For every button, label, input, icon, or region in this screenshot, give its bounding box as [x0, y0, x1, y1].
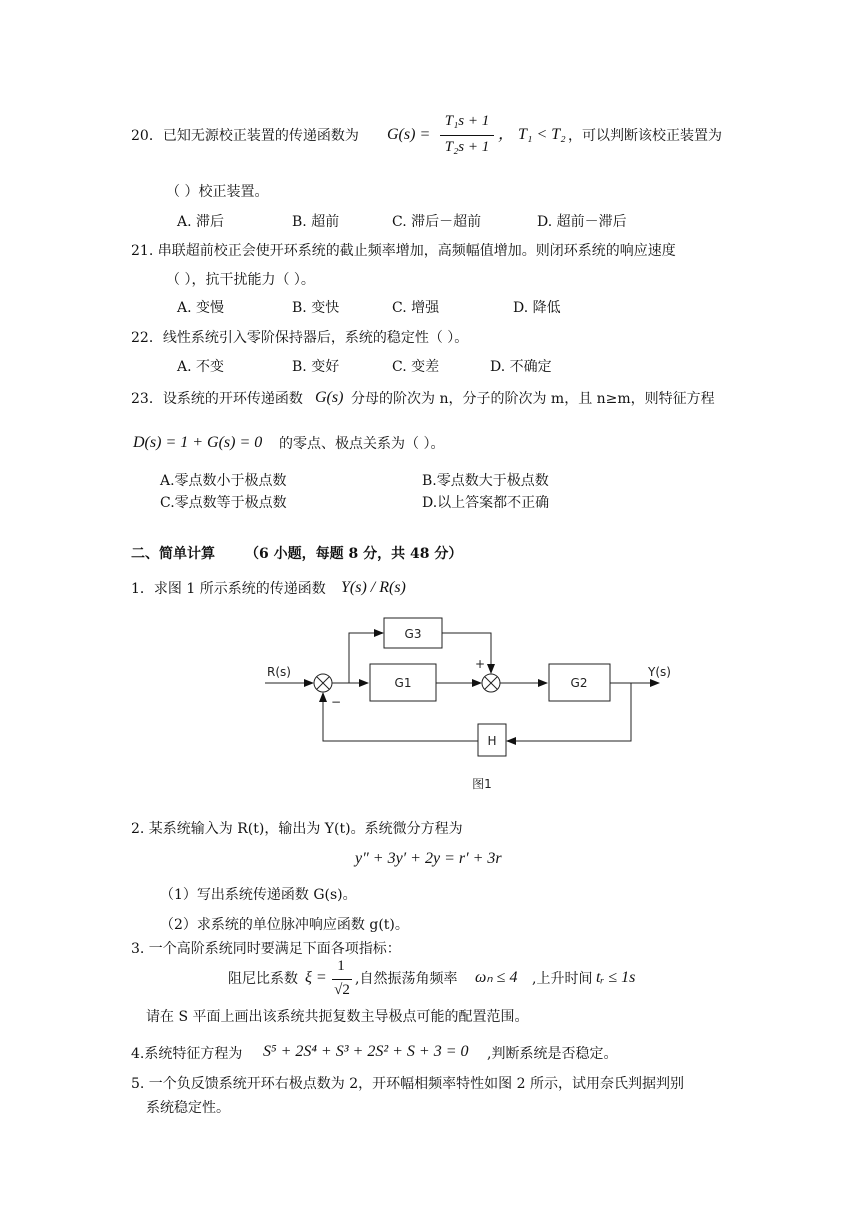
q20-denominator: T₂s + 1	[444, 139, 490, 155]
plus-sign: +	[475, 657, 486, 671]
c3-omega: ωₙ ≤ 4	[475, 969, 518, 986]
q23-equation: D(s) = 1 + G(s) = 0	[133, 434, 263, 451]
label-input: R(s)	[267, 665, 291, 679]
q23-suffix: 分母的阶次为 n，分子的阶次为 m，且 n≥m，则特征方程	[351, 391, 715, 407]
c3-freq-label: ,自然振荡角频率	[355, 971, 458, 987]
q20-suffix: ，可以判断该校正装置为	[568, 128, 722, 144]
q23-line2: 的零点、极点关系为（ ）。	[279, 436, 445, 452]
q20-numerator: T₁s + 1	[444, 113, 490, 129]
q22-line1: 22．线性系统引入零阶保持器后，系统的稳定性（ ）。	[131, 330, 469, 346]
label-output: Y(s)	[648, 665, 671, 679]
figure-caption: 图1	[472, 777, 492, 791]
label-g1: G1	[394, 676, 412, 690]
c1-prefix: 1．求图 1 所示系统的传递函数	[131, 581, 326, 597]
c5-line2: 系统稳定性。	[146, 1100, 230, 1116]
c2-equation: y″ + 3y′ + 2y = r′ + 3r	[355, 850, 502, 867]
c3-rise-label: ,上升时间	[532, 971, 593, 987]
c3-numerator: 1	[337, 958, 345, 974]
c2-sub1: （1）写出系统传递函数 G(s)。	[160, 887, 357, 903]
label-g3: G3	[404, 627, 422, 641]
q23-option-c: C.零点数等于极点数	[160, 495, 287, 511]
q20-line2: （ ）校正装置。	[166, 184, 269, 200]
q22-option-d: D. 不确定	[490, 359, 552, 375]
minus-sign: −	[331, 695, 342, 709]
q23-option-b: B.零点数大于极点数	[422, 473, 549, 489]
section2-title: 二、简单计算	[131, 546, 215, 562]
block-diagram	[255, 610, 675, 800]
q20-prefix: 20．已知无源校正装置的传递函数为	[131, 128, 359, 144]
c3-fraction-bar	[332, 979, 352, 980]
q22-option-b: B. 变好	[292, 359, 340, 375]
c2-sub2: （2）求系统的单位脉冲响应函数 g(t)。	[160, 917, 409, 933]
c4-suffix: ,判断系统是否稳定。	[487, 1046, 618, 1062]
section2-note: （6 小题，每题 8 分，共 48 分）	[245, 546, 463, 562]
summing-junction-2	[482, 674, 500, 692]
c3-line3: 请在 S 平面上画出该系统共扼复数主导极点可能的配置范围。	[146, 1009, 529, 1025]
q20-condition: ， T₁ < T₂	[498, 126, 566, 143]
q23-gs: G(s)	[315, 389, 344, 406]
c3-tr: tᵣ ≤ 1s	[596, 969, 636, 986]
q20-option-d: D. 超前－滞后	[537, 214, 627, 230]
q21-line1: 21. 串联超前校正会使开环系统的截止频率增加，高频幅值增加。则闭环系统的响应速度	[131, 243, 676, 259]
c4-prefix: 4.系统特征方程为	[131, 1046, 243, 1062]
c5-line1: 5. 一个负反馈系统开环右极点数为 2，开环幅相频率特性如图 2 所示，试用奈氏判据判别	[131, 1076, 684, 1092]
c4-equation: S⁵ + 2S⁴ + S³ + 2S² + S + 3 = 0	[263, 1043, 469, 1060]
q21-option-c: C. 增强	[392, 300, 440, 316]
q21-option-a: A. 变慢	[177, 300, 225, 316]
c3-denominator: √2	[334, 982, 350, 998]
q23-option-d: D.以上答案都不正确	[422, 495, 550, 511]
c1-expr: Y(s) / R(s)	[341, 579, 406, 596]
q20-option-b: B. 超前	[292, 214, 340, 230]
summing-junction-1	[314, 674, 332, 692]
label-g2: G2	[570, 676, 588, 690]
q22-option-c: C. 变差	[392, 359, 440, 375]
q20-fraction-bar	[440, 135, 494, 136]
q21-line2: （ ），抗干扰能力（ ）。	[166, 272, 315, 288]
c3-damp-label: 阻尼比系数	[228, 971, 298, 987]
q22-option-a: A. 不变	[177, 359, 225, 375]
q21-option-d: D. 降低	[513, 300, 561, 316]
c3-xi: ξ =	[305, 969, 327, 986]
q20-lhs: G(s) =	[387, 126, 431, 143]
c3-line1: 3. 一个高阶系统同时要满足下面各项指标：	[131, 941, 401, 957]
q23-option-a: A.零点数小于极点数	[160, 473, 287, 489]
q23-prefix: 23．设系统的开环传递函数	[131, 391, 303, 407]
q20-option-c: C. 滞后－超前	[392, 214, 482, 230]
label-h: H	[487, 734, 497, 748]
q20-option-a: A. 滞后	[177, 214, 225, 230]
q21-option-b: B. 变快	[292, 300, 340, 316]
c2-line1: 2. 某系统输入为 R(t)，输出为 Y(t)。系统微分方程为	[131, 821, 463, 837]
